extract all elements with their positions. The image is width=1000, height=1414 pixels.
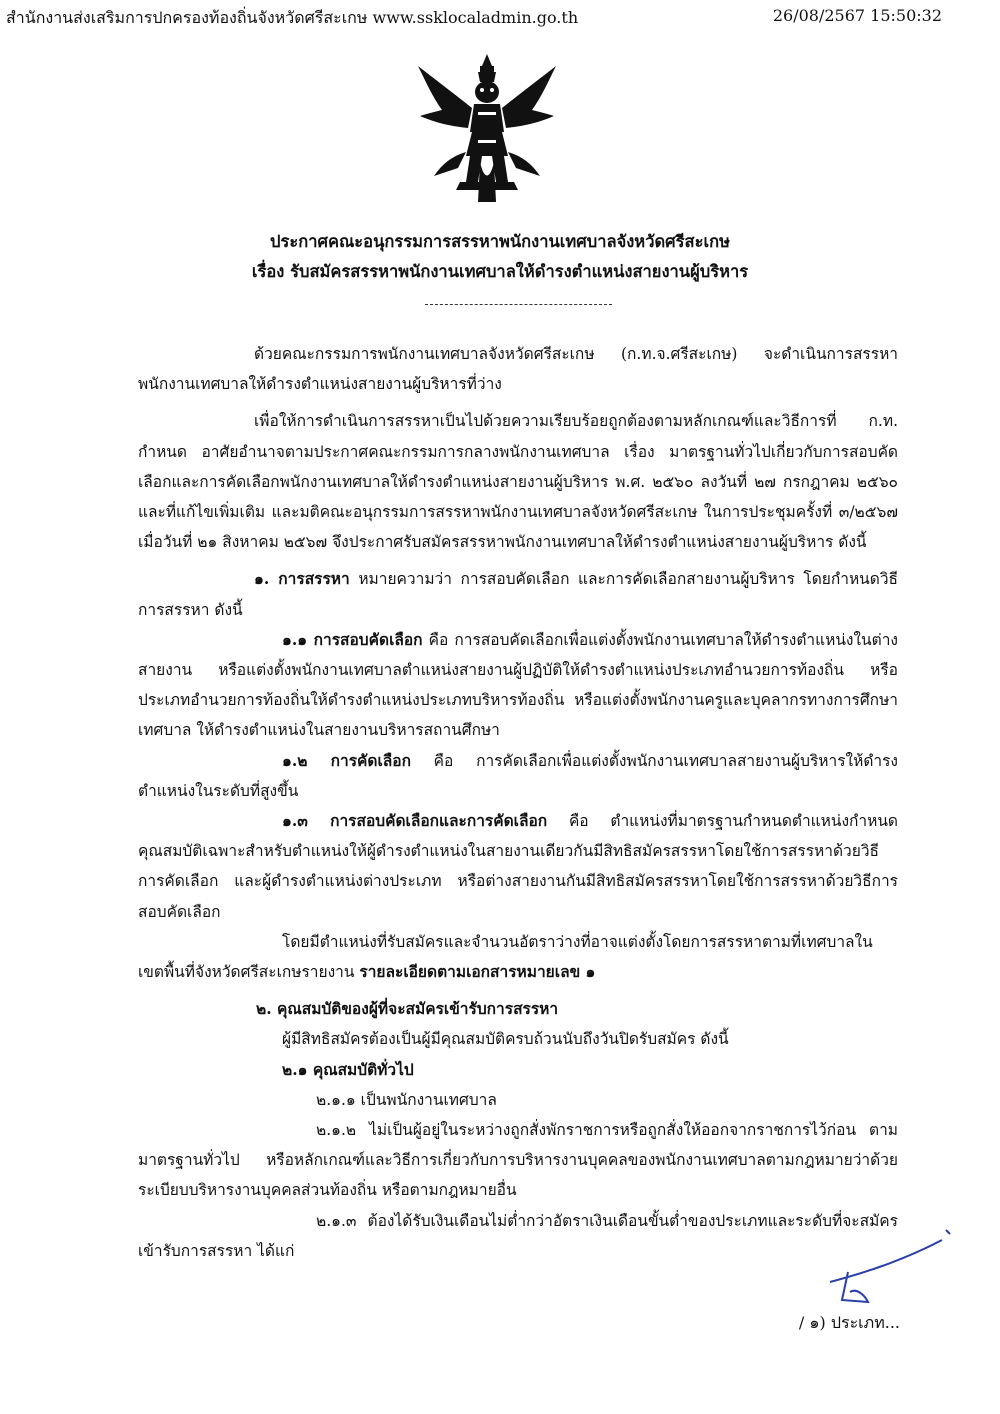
announcement-title: ประกาศคณะอนุกรรมการสรรหาพนักงานเทศบาลจังหวัดศรีสะเกษ: [270, 232, 730, 251]
signature-mark-icon: [820, 1222, 960, 1312]
garuda-emblem-icon: [412, 52, 562, 207]
title-divider: [425, 304, 612, 305]
section-2-text: ผู้มีสิทธิสมัครต้องเป็นผู้มีคุณสมบัติครบถ้วนนับถึงวันปิดรับสมัคร ดังนี้: [282, 1030, 729, 1049]
header-timestamp: 26/08/2567 15:50:32: [772, 6, 942, 25]
section-1-heading: ๑. การสรรหา: [254, 569, 350, 589]
paragraph-authority: เพื่อให้การดำเนินการสรรหาเป็นไปด้วยความเรียบร้อยถูกต้องตามหลักเกณฑ์และวิธีการที่ ก.ท. กำหนด อาศัยอำนาจตามประกาศคณะกรรมการกลางพนักงานเทศบาล เรื่อง มาตรฐานทั่วไปเกี่ยวกับการสอบคัดเลือกและการคัดเลือกพนักงานเทศบาลให้ดำรงตำแหน่งสายงานผู้บริหาร พ.ศ. ๒๕๖๐ ลงวันที่ ๒๗ กรกฎาคม ๒๕๖๐ และที่แก้ไขเพิ่มเติม และมติคณะอนุกรรมการสรรหาพนักงานเทศบาลจังหวัดศรีสะเกษ ในการประชุมครั้งที่ ๓/๒๕๖๗ เมื่อวันที่ ๒๑ สิงหาคม ๒๕๖๗ จึงประกาศรับสมัครสรรหาพนักงานเทศบาลให้ดำรงตำแหน่งสายงานผู้บริหาร ดังนี้: [138, 412, 898, 552]
section-1: [138, 564, 898, 624]
section-2-1-2: ๒.๑.๒ ไม่เป็นผู้อยู่ในระหว่างถูกสั่งพักราชการหรือถูกสั่งให้ออกจากราชการไว้ก่อน ตามมาตรฐานทั่วไป หรือหลักเกณฑ์และวิธีการเกี่ยวกับการบริหารงานบุคคลของพนักงานเทศบาลตามกฎหมายว่าด้วยระเบียบบริหารงานบุคคลส่วนท้องถิ่น หรือตามกฎหมายอื่น: [138, 1121, 898, 1200]
section-1-text: หมายความว่า การสอบคัดเลือก และการคัดเลือกสายงานผู้บริหาร โดยกำหนดวิธีการสรรหา ดังนี้: [138, 570, 898, 619]
paragraph-positions: [138, 927, 898, 987]
document-body: [138, 339, 898, 1266]
positions-reference: รายละเอียดตามเอกสารหมายเลข ๑: [359, 962, 596, 982]
section-1-1: [138, 625, 898, 746]
section-2-heading-text: ๒. คุณสมบัติของผู้ที่จะสมัครเข้ารับการสรรหา: [256, 999, 559, 1019]
section-1-3-text: คือ ตำแหน่งที่มาตรฐานกำหนดตำแหน่งกำหนดคุณสมบัติเฉพาะสำหรับตำแหน่งให้ผู้ดำรงตำแหน่งในสายงานเดียวกันมีสิทธิสมัครสรรหาโดยใช้การสรรหาด้วยวิธีการคัดเลือก และผู้ดำรงตำแหน่งต่างประเภท หรือต่างสายงานกันมีสิทธิสมัครสรรหาโดยใช้การสรรหาด้วยวิธีการสอบคัดเลือก: [138, 812, 898, 921]
section-1-3: [138, 806, 898, 927]
section-1-2-text: คือ การคัดเลือกเพื่อแต่งตั้งพนักงานเทศบาลสายงานผู้บริหารให้ดำรงตำแหน่งในระดับที่สูงขึ้น: [138, 751, 898, 800]
section-2-1-heading-text: ๒.๑ คุณสมบัติทั่วไป: [282, 1059, 414, 1079]
positions-text: โดยมีตำแหน่งที่รับสมัครและจำนวนอัตราว่างที่อาจแต่งตั้งโดยการสรรหาตามที่เทศบาลในเขตพื้นที่จังหวัดศรีสะเกษรายงาน: [138, 932, 873, 982]
header-site: สำนักงานส่งเสริมการปกครองท้องถิ่นจังหวัดศรีสะเกษ www.ssklocaladmin.go.th: [6, 8, 579, 27]
section-2-1-heading: [138, 1055, 898, 1085]
section-2-heading: [138, 994, 898, 1024]
paragraph-intro: ด้วยคณะกรรมการพนักงานเทศบาลจังหวัดศรีสะเกษ (ก.ท.จ.ศรีสะเกษ) จะดำเนินการสรรหาพนักงานเทศบาลให้ดำรงตำแหน่งสายงานผู้บริหารที่ว่าง: [138, 345, 898, 394]
section-1-2: [138, 746, 898, 806]
announcement-subject: เรื่อง รับสมัครสรรหาพนักงานเทศบาลให้ดำรงตำแหน่งสายงานผู้บริหาร: [251, 262, 749, 281]
section-2-1-3: ๒.๑.๓ ต้องได้รับเงินเดือนไม่ต่ำกว่าอัตราเงินเดือนขั้นต่ำของประเภทและระดับที่จะสมัครเข้ารับการสรรหา ได้แก่: [138, 1211, 898, 1260]
section-1-1-text: คือ การสอบคัดเลือกเพื่อแต่งตั้งพนักงานเทศบาลให้ดำรงตำแหน่งในต่างสายงาน หรือแต่งตั้งพนักงานเทศบาลตำแหน่งสายงานผู้ปฏิบัติให้ดำรงตำแหน่งประเภทอำนวยการท้องถิ่น หรือประเภทอำนวยการท้องถิ่นให้ดำรงตำแหน่งประเภทบริหารท้องถิ่น หรือแต่งตั้งพนักงานครูและบุคลากรทางการศึกษาเทศบาล ให้ดำรงตำแหน่งในสายงานบริหารสถานศึกษา: [138, 630, 898, 740]
section-1-1-heading: ๑.๑ การสอบคัดเลือก: [282, 629, 423, 649]
section-2-1-1: ๒.๑.๑ เป็นพนักงานเทศบาล: [316, 1090, 497, 1109]
section-1-3-heading: ๑.๓ การสอบคัดเลือกและการคัดเลือก: [282, 811, 548, 831]
section-1-2-heading: ๑.๒ การคัดเลือก: [282, 750, 411, 770]
continued-marker: / ๑) ประเภท...: [798, 1313, 900, 1332]
